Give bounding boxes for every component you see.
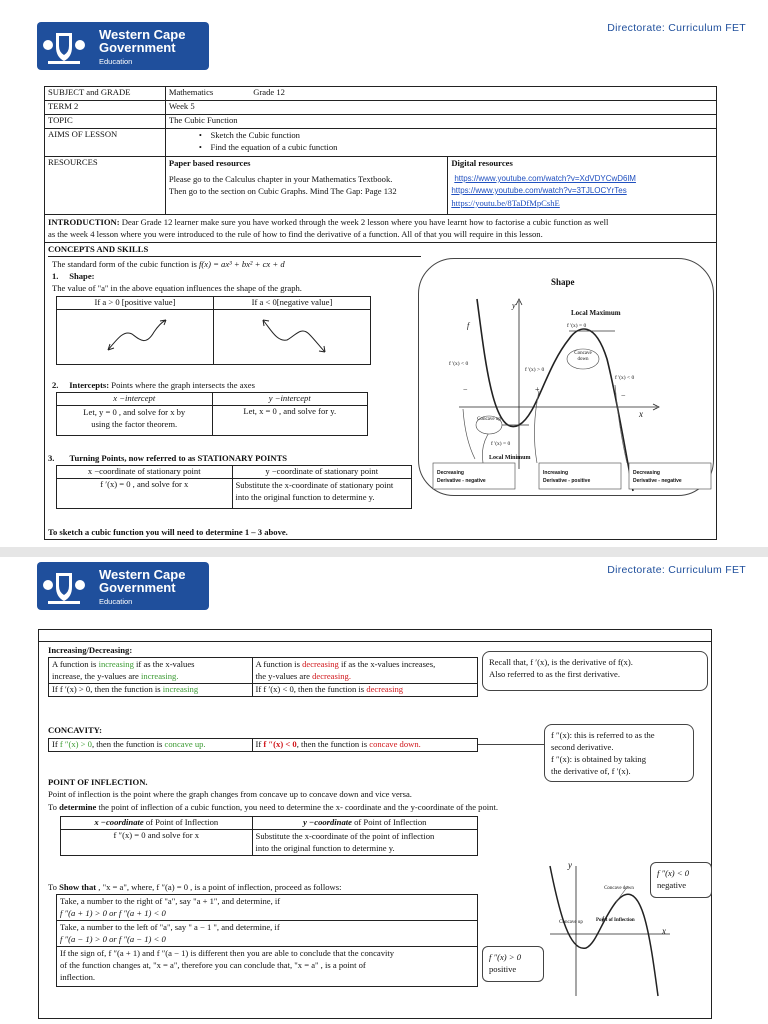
poi-x-head: x −coordinate of Point of Inflection xyxy=(61,817,253,830)
stationary-table xyxy=(56,465,412,509)
shape-negative-head: If a < 0[negative value] xyxy=(214,297,371,310)
callout-pointer xyxy=(478,744,544,745)
stat-y-body: Substitute the x-coordinate of stationary point into the original function to determine y. xyxy=(232,479,412,509)
divider xyxy=(38,641,712,642)
fig-y-label: y xyxy=(512,301,516,310)
fig-fprime-gt0: f '(x) > 0 xyxy=(525,367,545,373)
logo-line2: Government xyxy=(99,580,176,595)
paper-resources xyxy=(165,157,447,215)
decreasing-rule: If f ′(x) < 0, then the function is decreasing xyxy=(252,684,477,697)
x-intercept-body: Let, y = 0 , and solve for x by using the factor theorem. xyxy=(57,406,213,436)
digital-resources xyxy=(448,157,717,215)
fig-box-3: Decreasing Derivative - negative xyxy=(633,470,682,484)
shape-negative-graph xyxy=(214,310,371,365)
fig-minus-left: − xyxy=(463,385,468,394)
concavity-table xyxy=(48,738,478,752)
step-1: Take, a number to the right of "a", say "a + 1", and determine, if f ″(a + 1) > 0 or f ″(a + 1) < 0 xyxy=(57,895,478,921)
shape-heading: 1. Shape: xyxy=(52,271,95,281)
fig2-concave-down: Concave down xyxy=(604,886,634,891)
coat-of-arms-icon xyxy=(42,27,86,67)
intro-text: INTRODUCTION: Dear Grade 12 learner make sure you have worked through the week 2 lesson where you have learnt how to factorise a cubic function as well as the week 4 lesson where you were introduced to the rule of how to find the derivative of a function. All of that you will require in this lesson. xyxy=(48,217,609,239)
shape-positive-head: If a > 0 [positive value] xyxy=(57,297,214,310)
fig2-x-label: x xyxy=(662,926,666,936)
cubic-curve xyxy=(477,299,633,491)
poi-heading: POINT OF INFLECTION. xyxy=(48,777,148,787)
wcg-logo xyxy=(37,562,209,610)
poi-x-body: f ″(x) = 0 and solve for x xyxy=(61,830,253,856)
fig-box-2: Increasing Derivative - positive xyxy=(543,470,591,484)
poi-y-head: y −coordinate of Point of Inflection xyxy=(252,817,477,830)
poi-text-1: Point of inflection is the point where the graph changes from concave up to concave down and vice versa. xyxy=(48,789,412,799)
positive-callout: f ″(x) > 0 positive xyxy=(482,946,544,982)
inc-dec-heading: Increasing/Decreasing: xyxy=(48,645,133,655)
intercepts-table xyxy=(56,392,368,436)
fig-plus: + xyxy=(535,385,540,394)
increasing-def: A function is increasing if as the x-values increase, the y-values are increasing. xyxy=(49,658,253,684)
fig2-concave-up: Concave up xyxy=(559,920,583,925)
fig-local-min: Local Minimum xyxy=(489,455,531,461)
fig2-poi-label: Point of Inflection xyxy=(596,918,635,923)
fig-fprime-eq0-top: f '(x) = 0 xyxy=(567,323,587,329)
fig-fprime-eq0-bottom: f '(x) = 0 xyxy=(491,441,511,447)
topic-value: The Cubic Function xyxy=(165,115,716,129)
divider xyxy=(44,242,717,243)
aim-item: • Sketch the Cubic function xyxy=(198,130,300,140)
shape-positive-graph xyxy=(57,310,214,365)
fig-local-max: Local Maximum xyxy=(571,309,621,317)
second-derivative-callout: f ″(x): this is referred to as the second derivative. f ″(x): is obtained by taking the derivative of, f ′(x). xyxy=(544,724,694,782)
y-intercept-body: Let, x = 0 , and solve for y. xyxy=(212,406,368,436)
paper-text-1: Please go to the Calculus chapter in your Mathematics Textbook. xyxy=(168,174,393,184)
concepts-heading: CONCEPTS AND SKILLS xyxy=(48,244,149,254)
y-intercept-head: y −intercept xyxy=(212,393,368,406)
logo-line1: Western Cape xyxy=(99,27,186,42)
cubic-shape-diagram xyxy=(419,259,715,497)
page-separator xyxy=(0,547,768,557)
subject-label: SUBJECT and GRADE xyxy=(45,87,166,101)
intercepts-heading: 2. Intercepts: Points where the graph intersects the axes xyxy=(52,380,255,390)
step-2: Take, a number to the left of "a", say " a − 1 ", and determine, if f ″(a − 1) > 0 or f ″(a − 1) < 0 xyxy=(57,921,478,947)
concave-down-rule: If f ″(x) < 0, then the function is concave down. xyxy=(252,739,477,752)
fig-concave-down: Concave down xyxy=(574,351,592,362)
digital-heading: Digital resources xyxy=(451,158,513,168)
sketch-note: To sketch a cubic function you will need to determine 1 – 3 above. xyxy=(48,527,288,537)
poi-text-2: To determine the point of inflection of a cubic function, you need to determine the x- coordinate and the y-coordinate of the point. xyxy=(48,802,498,812)
poi-table xyxy=(60,816,478,856)
negative-cubic-icon xyxy=(217,310,367,362)
directorate-label: Directorate: Curriculum FET xyxy=(607,22,746,34)
fig-box-1: Decreasing Derivative - negative xyxy=(437,470,486,484)
divider xyxy=(48,256,421,257)
resource-link-1[interactable]: https://www.youtube.com/watch?v=XdVDYCwD6lM xyxy=(454,174,636,183)
turning-heading: 3. Turning Points, now referred to as STATIONARY POINTS xyxy=(48,453,288,463)
stat-x-body: f ′(x) = 0 , and solve for x xyxy=(57,479,233,509)
aim-item: • Find the equation of a cubic function xyxy=(198,142,338,152)
inc-dec-table xyxy=(48,657,478,697)
logo-line3: Education xyxy=(99,597,133,606)
fig-fprime-lt0-right: f '(x) < 0 xyxy=(615,375,635,381)
coat-of-arms-icon xyxy=(42,567,86,607)
resource-link-3[interactable]: https://youtu.be/8TaDfMpCshE xyxy=(451,198,560,208)
concavity-heading: CONCAVITY: xyxy=(48,725,102,735)
fig-fprime-lt0-left: f '(x) < 0 xyxy=(449,361,469,367)
fig-concave-up: Concave up xyxy=(477,417,501,422)
aims-label: AIMS OF LESSON xyxy=(45,129,166,157)
increasing-rule: If f ′(x) > 0, then the function is increasing xyxy=(49,684,253,697)
resources-label: RESOURCES xyxy=(45,157,166,215)
shape-table xyxy=(56,296,371,365)
aims-list xyxy=(165,129,716,157)
fig-title: Shape xyxy=(551,277,575,287)
recall-callout: Recall that, f ′(x), is the derivative of f(x). Also referred to as the first derivative. xyxy=(482,651,708,691)
logo-line1: Western Cape xyxy=(99,567,186,582)
paper-heading: Paper based resources xyxy=(168,158,251,168)
stat-y-head: y −coordinate of stationary point xyxy=(232,466,412,479)
poi-y-body: Substitute the x-coordinate of the point of inflection into the original function to determine y. xyxy=(252,830,477,856)
negative-callout: f ″(x) < 0 negative xyxy=(650,862,712,898)
fig2-y-label: y xyxy=(568,860,572,870)
lesson-info-table xyxy=(44,86,717,215)
subject-value: Mathematics Grade 12 xyxy=(165,87,716,101)
shape-figure xyxy=(418,258,714,496)
show-that-text: To Show that , "x = a", where, f ″(a) = 0 , is a point of inflection, proceed as follows: xyxy=(48,882,342,892)
directorate-label: Directorate: Curriculum FET xyxy=(607,564,746,576)
topic-label: TOPIC xyxy=(45,115,166,129)
logo-line3: Education xyxy=(99,57,133,66)
wcg-logo xyxy=(37,22,209,70)
fig-x-label: x xyxy=(639,409,643,419)
fig-minus-right: − xyxy=(621,391,626,400)
resource-link-2[interactable]: https://www.youtube.com/watch?v=3TJLOCYrTes xyxy=(451,186,627,195)
standard-form: The standard form of the cubic function is f(x) = ax³ + bx² + cx + d xyxy=(52,259,285,269)
stat-x-head: x −coordinate of stationary point xyxy=(57,466,233,479)
x-intercept-head: x −intercept xyxy=(57,393,213,406)
logo-line2: Government xyxy=(99,40,176,55)
steps-table xyxy=(56,894,478,987)
concave-up-rule: If f ″(x) > 0, then the function is concave up. xyxy=(49,739,253,752)
term-value: Week 5 xyxy=(165,101,716,115)
decreasing-def: A function is decreasing if as the x-values increases, the y-values are decreasing. xyxy=(252,658,477,684)
term-label: TERM 2 xyxy=(45,101,166,115)
step-3: If the sign of, f ″(a + 1) and f ″(a − 1) is different then you are able to conclude that the concavity of the function changes at, "x = a", therefore you can conclude that, "x = a" , is a point of inflection. xyxy=(57,947,478,987)
paper-text-2: Then go to the section on Cubic Graphs. Mind The Gap: Page 132 xyxy=(168,186,397,196)
positive-cubic-icon xyxy=(60,310,210,362)
shape-text: The value of "a" in the above equation influences the shape of the graph. xyxy=(52,283,302,293)
fig-f-label: f xyxy=(467,321,470,330)
